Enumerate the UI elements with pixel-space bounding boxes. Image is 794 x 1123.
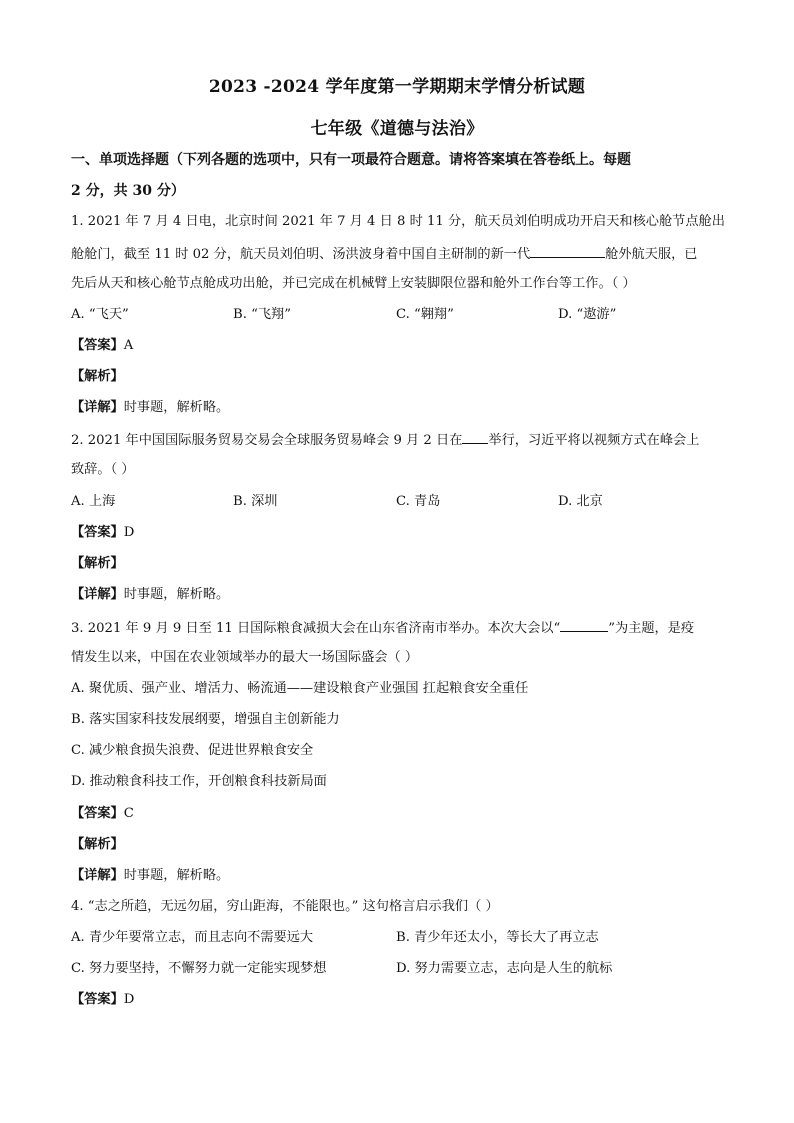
q2-option-a: A. 上海 xyxy=(71,494,116,509)
q1-stem-line-2 xyxy=(71,244,731,264)
q3-analysis: 【解析】 xyxy=(71,837,124,852)
q2-option-c: C. 青岛 xyxy=(396,494,441,509)
q1-option-a: A. “飞天” xyxy=(71,307,129,322)
q1-stem-line-3: 先后从天和核心舱节点舱成功出舱，并已完成在机械臂上安装脚限位器和舱外工作台等工作。（ ） xyxy=(71,276,636,291)
q3-detail: 【详解】时事题，解析略。 xyxy=(71,868,230,883)
q4-option-d: D. 努力需要立志，志向是人生的航标 xyxy=(396,961,613,976)
q2-answer: 【答案】D xyxy=(71,525,135,540)
q1-option-b: B. “飞翔” xyxy=(233,307,291,322)
q1-detail: 【详解】时事题，解析略。 xyxy=(71,400,230,415)
q3-option-d: D. 推动粮食科技工作，开创粮食科技新局面 xyxy=(71,774,327,789)
q2-stem-line-1: 2. 2021 年中国国际服务贸易交易会全球服务贸易峰会 9 月 2 日在 举行，习近平将以视频方式在峰会上 xyxy=(71,430,731,450)
q3-blank xyxy=(560,618,608,632)
q3-stem-line-2: 情发生以来，中国在农业领域举办的最大一场国际盛会（ ） xyxy=(71,650,419,665)
q4-answer: 【答案】D xyxy=(71,992,135,1007)
q2-detail: 【详解】时事题，解析略。 xyxy=(71,587,230,602)
q2-option-d: D. 北京 xyxy=(558,494,603,509)
q3-answer: 【答案】C xyxy=(71,806,134,821)
q4-stem-line-1: 4. “志之所趋，无远勿届，穷山距海，不能限也。” 这句格言启示我们（ ） xyxy=(71,899,499,914)
q1-option-c: C. “翱翔” xyxy=(396,307,454,322)
q1-analysis: 【解析】 xyxy=(71,369,124,384)
q1-option-d: D. “遨游” xyxy=(558,307,617,322)
q1-stem-line-2b: 舱外航天服，已 xyxy=(605,247,698,262)
q2-option-b: B. 深圳 xyxy=(233,494,278,509)
q1-stem-line-1: 1. 2021 年 7 月 4 日电，北京时间 2021 年 7 月 4 日 8 时 11 分，航天员刘伯明成功开启天和核心舱节点舱出 xyxy=(71,214,725,229)
q1-stem-line-2a: 舱舱门，截至 11 时 02 分，航天员刘伯明、汤洪波身着中国自主研制的新一代 xyxy=(71,247,531,262)
q2-stem-line-2: 致辞。（ ） xyxy=(71,462,135,477)
exam-title: 2023 -2024 学年度第一学期期末学情分析试题 xyxy=(208,77,586,97)
q3-option-a: A. 聚优质、强产业、增活力、畅流通——建设粮食产业强国 扛起粮食安全重任 xyxy=(71,681,529,696)
section-heading-line-2: 2 分，共 30 分） xyxy=(71,183,185,199)
q2-analysis: 【解析】 xyxy=(71,556,124,571)
q3-option-b: B. 落实国家科技发展纲要，增强自主创新能力 xyxy=(71,712,340,727)
q4-option-b: B. 青少年还太小，等长大了再立志 xyxy=(396,930,599,945)
q1-answer: 【答案】A xyxy=(71,338,134,353)
q1-blank xyxy=(530,244,605,258)
exam-subtitle: 七年级《道德与法治》 xyxy=(310,119,484,139)
section-heading-line-1: 一、单项选择题（下列各题的选项中，只有一项最符合题意。请将答案填在答卷纸上。每题 xyxy=(71,152,631,168)
q2-blank xyxy=(462,430,488,444)
q3-option-c: C. 减少粮食损失浪费、促进世界粮食安全 xyxy=(71,743,314,758)
q3-stem-line-1: 3. 2021 年 9 月 9 日至 11 日国际粮食减损大会在山东省济南市举办。本次大会以“ ”为主题，是疫 xyxy=(71,618,731,638)
q4-option-c: C. 努力要坚持，不懈努力就一定能实现梦想 xyxy=(71,961,327,976)
q4-option-a: A. 青少年要常立志，而且志向不需要远大 xyxy=(71,930,314,945)
